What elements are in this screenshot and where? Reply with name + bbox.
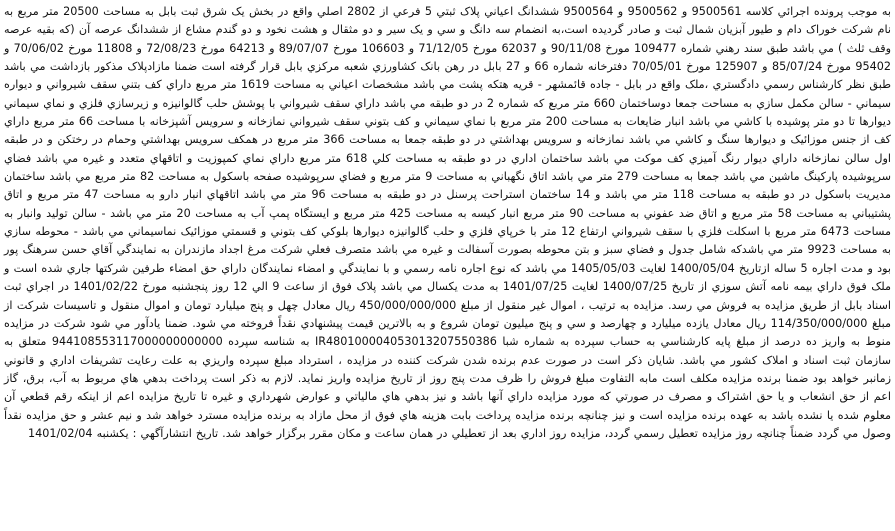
notice-body [4, 3, 891, 443]
notice-body-text: به موجب پرونده اجرائي کلاسه 9500561 و 9500562 و 9500564 ششدانگ اعياني پلاک ثبتي 5 فرعي از 2802 اصلي واقع در بخش يک شرق ثبت بابل به مساحت 20500 متر مربع به نام شرکت خوراک دام و طيور آبزيان شمال ثبت و صادر گرديده است،به انضمام سه دانگ و سي و يک سير و دو مثقال و هشت نخود و دو گندم مشاع از ششدانگ عرصه آن (که بقيه عرصه وقف ثلث ) مي باشد طبق سند رهني شماره 109477 مورخ 90/11/08 و 62037 مورخ 71/12/05 و 106603 مورخ 89/07/07 و 64213 مورخ 72/08/23 و 11808 مورخ 70/06/02 و 95402 مورخ 85/07/24 و 125907 مورخ 70/05/01 دفترخانه شماره 66 و 27 بابل در رهن بانک کشاورزي شعبه مرکزي بابل قرار گرفته است ضمنا مازادپلاک مذکور بازداشت مي باشد طبق نظر کارشناس رسمي دادگستري ،ملک واقع در بابل - جاده قائمشهر - قريه هتکه پشت مي باشد مشخصات اعياني به مساحت 1619 متر مربع داراي کف بتني سقف شيرواني و ديواره سيماني - سالن مکمل سازي به مساحت جمعا دوساختمان 660 متر مربع که شماره 2 در دو طبقه مي باشد داراي سقف شيرواني با پوشش حلب گالوانيزه و زيرسازي فلزي و نماي سيماني ديوارها تا دو متر پوشيده با کاشي مي باشد انبار ضايعات به مساحت 200 متر مربع با نماي سيماني و کف بتوني سقف شيرواني نمازخانه و سرويس آشپزخانه با مساحت 66 متر مربع داراي کف از جنس موزائيک و ديوارها سنگ و کاشي مي باشد نمازخانه و سرويس بهداشتي در دو طبقه جمعا به مساحت 366 متر مربع در همکف سرويس بهداشتي وحمام در رختکن و در طبقه اول سالن نمازخانه داراي ديوار رنگ آميزي کف موکت مي باشد ساختمان اداري در دو طبقه به مساحت کلي 618 متر مربع داراي نماي کمپوزيت و اتاقهاي متعدد و غيره مي باشد فضاي سرپوشيده پارکينگ ماشين مي باشد جمعا به مساحت 279 متر مي باشد اتاق نگهباني به مساحت 9 متر مربع و فضاي سرپوشيده صفحه باسکول به مساحت 82 متر مربع مي باشد ساختمان مديريت باسکول در دو طبقه به مساحت 118 متر مي باشد و 14 ساختمان استراحت پرسنل در دو طبقه به مساحت 96 متر مي باشد اتاقهاي انبار دارو به مساحت 47 متر مربع و اتاق پشتيباني به مساحت 58 متر مربع و اتاق ضد عفوني به مساحت 90 متر مربع انبار کيسه به مساحت 425 متر مربع و ايستگاه پمپ آب به مساحت 20 متر مي باشد - سالن توليد وانبار به مساحت 6473 متر مربع با اسکلت فلزي با سقف شيرواني ارتفاع 12 متر با خرپاي فلزي و حلب گالوانيزه ديوارها بلوکي کف بتوني و قسمتي موزائيک نماسيماني مي باشد - محوطه سازي به مساحت 9923 متر مي باشدکه شامل جدول و فضاي سبز و بتن محوطه بصورت آسفالت و غيره مي باشد متصرف فعلي شرکت مرغ اجداد مازندران به نمايندگي آقاي حسن سرهنگ پور بود و مدت اجاره 5 ساله ازتاريخ 1400/05/04 لغايت 1405/05/03 مي باشد که نوع اجاره نامه رسمي و با نمايندگي و امضاء نمايندگان داراي حق امضاء طرفين شرکتها جاري شده است و ملک فوق داراي بيمه نامه آتش سوزي از تاريخ 1400/07/25 لغايت 1401/07/25 به مدت يکسال مي باشد پلاک فوق از ساعت 9 الي 12 روز پنجشنبه مورخ 1401/02/22 در اجراي ثبت اسناد بابل از طريق مزايده به فروش مي رسد. مزايده به ترتيب ، اموال غير منقول از مبلغ 450/000/000/000 ريال معادل چهل و پنج ميليارد تومان و اموال منقول و تاسيسات شرکت از مبلغ 114/350/000/000 ريال معادل يازده ميليارد و چهارصد و سي و پنج ميليون تومان شروع و به بالاترين قيمت پيشنهادي نقداً فروخته مي شود. ضمنا يادآور مي شود شرکت در مزايده منوط به واريز ده درصد از مبلغ پايه کارشناسي به حساب سپرده به شماره شبا IR480100004053013207550386 به شناسه سپرده 944108553117000000000000 متعلق به سازمان ثبت اسناد و املاک کشور مي باشد. شايان ذکر است در صورت عدم برنده شدن شرکت کننده در مزايده ، استرداد مبلغ سپرده واريزي به علت رعايت تشريفات اداري و قانوني زمانبر خواهد بود ضمنا برنده مزايده مکلف است مابه التفاوت مبلغ فروش را ظرف مدت پنج روز از تاريخ مزايده واريز نمايد. لازم به ذکر است پرداخت بدهي هاي مربوط به آب، برق، گاز اعم از حق انشعاب و يا حق اشتراک و مصرف در صورتي که مورد مزايده داراي آنها باشد و نيز بدهي هاي مالياتي و عوارض شهرداري و غيره تا تاريخ مزايده اعم از اينکه رقم قطعي آن معلوم شده يا نشده باشد به عهده برنده مزايده است و نيز چنانچه برنده مزايده پرداخت بابت هزينه هاي فوق از محل مازاد به برنده مزايده مسترد خواهد شد و نيم عشر و حق مزايده نقداً وصول مي گردد ضمناً چنانچه روز مزايده تعطيل رسمي گردد، مزايده روز اداري بعد از تعطيلي در همان ساعت و مکان مقرر برگزار خواهد شد. تاريخ انتشارآگهي : يکشنبه [4, 5, 892, 440]
publication-date: 1401/02/04 [28, 426, 93, 440]
